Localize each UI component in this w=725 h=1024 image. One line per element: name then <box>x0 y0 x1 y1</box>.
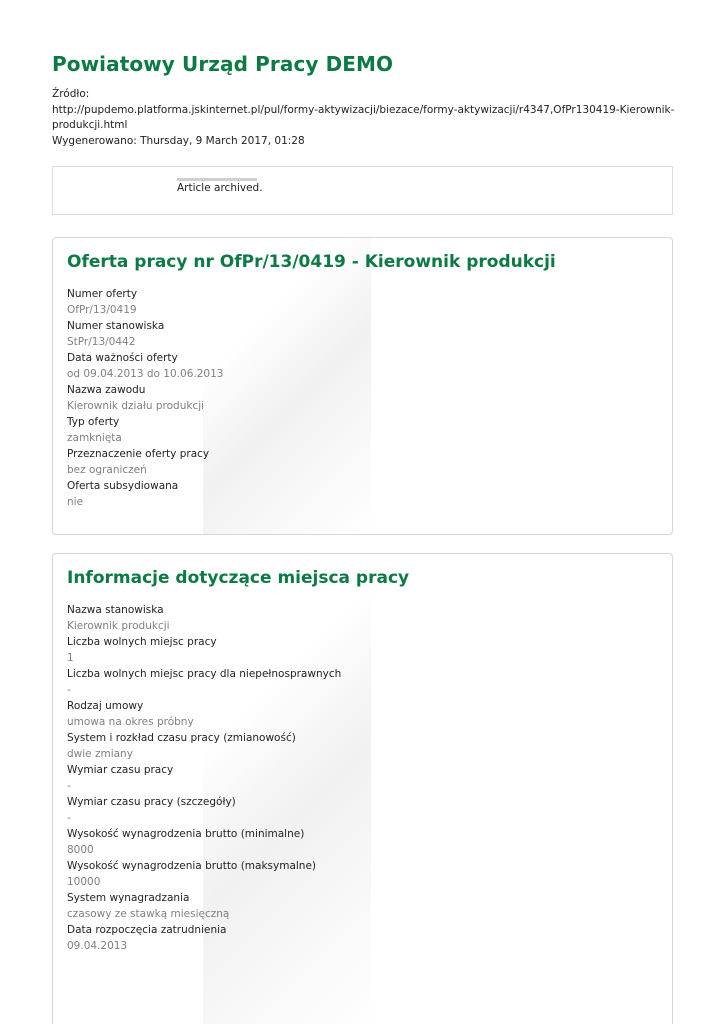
field-label: Liczba wolnych miejsc pracy dla niepełnosprawnych <box>67 668 342 680</box>
workplace-field <box>67 922 658 954</box>
offer-field <box>67 478 658 510</box>
field-label: Liczba wolnych miejsc pracy <box>67 636 217 648</box>
workplace-field <box>67 794 658 826</box>
field-value: czasowy ze stawką miesięczną <box>67 908 230 920</box>
field-value: OfPr/13/0419 <box>67 304 137 316</box>
offer-field <box>67 286 658 318</box>
site-title: Powiatowy Urząd Pracy DEMO <box>52 52 394 76</box>
offer-field <box>67 382 658 414</box>
field-label: Typ oferty <box>67 416 120 428</box>
field-value: 8000 <box>67 844 94 856</box>
field-label: Przeznaczenie oferty pracy <box>67 448 210 460</box>
field-value: umowa na okres próbny <box>67 716 194 728</box>
field-value: od 09.04.2013 do 10.06.2013 <box>67 368 224 380</box>
field-label: Wymiar czasu pracy (szczegóły) <box>67 796 236 808</box>
workplace-field <box>67 858 658 890</box>
field-value: bez ograniczeń <box>67 464 147 476</box>
offer-card <box>52 237 673 535</box>
field-label: Nazwa zawodu <box>67 384 146 396</box>
field-label: Wysokość wynagrodzenia brutto (maksymalne) <box>67 860 317 872</box>
field-label: Wymiar czasu pracy <box>67 764 174 776</box>
field-label: Data ważności oferty <box>67 352 178 364</box>
workplace-field <box>67 826 658 858</box>
archived-notice <box>52 166 673 215</box>
offer-field <box>67 414 658 446</box>
field-value: - <box>67 684 71 696</box>
field-label: Rodzaj umowy <box>67 700 144 712</box>
field-value: nie <box>67 496 84 508</box>
offer-field <box>67 350 658 382</box>
field-value: - <box>67 780 71 792</box>
field-value: 10000 <box>67 876 101 888</box>
offer-title: Oferta pracy nr OfPr/13/0419 - Kierownik produkcji <box>67 252 556 272</box>
field-value: zamknięta <box>67 432 122 444</box>
workplace-field <box>67 890 658 922</box>
workplace-field <box>67 634 658 666</box>
offer-field <box>67 318 658 350</box>
offer-field <box>67 446 658 478</box>
field-value: Kierownik działu produkcji <box>67 400 205 412</box>
workplace-field <box>67 762 658 794</box>
field-value: 1 <box>67 652 74 664</box>
field-value: StPr/13/0442 <box>67 336 136 348</box>
source-label: Źródło: <box>52 88 90 100</box>
field-value: Kierownik produkcji <box>67 620 170 632</box>
workplace-field-list <box>67 602 658 954</box>
workplace-card <box>52 553 673 1024</box>
workplace-title: Informacje dotyczące miejsca pracy <box>67 568 410 588</box>
generated-timestamp: Wygenerowano: Thursday, 9 March 2017, 01:28 <box>52 134 305 147</box>
field-value: dwie zmiany <box>67 748 133 760</box>
field-label: Wysokość wynagrodzenia brutto (minimalne) <box>67 828 305 840</box>
field-label: Data rozpoczęcia zatrudnienia <box>67 924 227 936</box>
source-url-link[interactable]: http://pupdemo.platforma.jskinternet.pl/pul/formy-aktywizacji/biezace/formy-aktywizacji/r4347,OfPr130419-Kierownik-produkcji.html <box>52 103 675 131</box>
field-label: System i rozkład czasu pracy (zmianowość) <box>67 732 296 744</box>
field-label: Nazwa stanowiska <box>67 604 164 616</box>
field-label: Oferta subsydiowana <box>67 480 179 492</box>
field-label: Numer stanowiska <box>67 320 165 332</box>
document-meta <box>52 87 676 149</box>
workplace-field <box>67 602 658 634</box>
archived-divider <box>177 178 257 181</box>
workplace-field <box>67 730 658 762</box>
field-label: Numer oferty <box>67 288 138 300</box>
offer-field-list <box>67 286 658 510</box>
workplace-field <box>67 666 658 698</box>
workplace-field <box>67 698 658 730</box>
field-value: - <box>67 812 71 824</box>
archived-text: Article archived. <box>177 182 263 194</box>
field-value: 09.04.2013 <box>67 940 128 952</box>
field-label: System wynagradzania <box>67 892 190 904</box>
